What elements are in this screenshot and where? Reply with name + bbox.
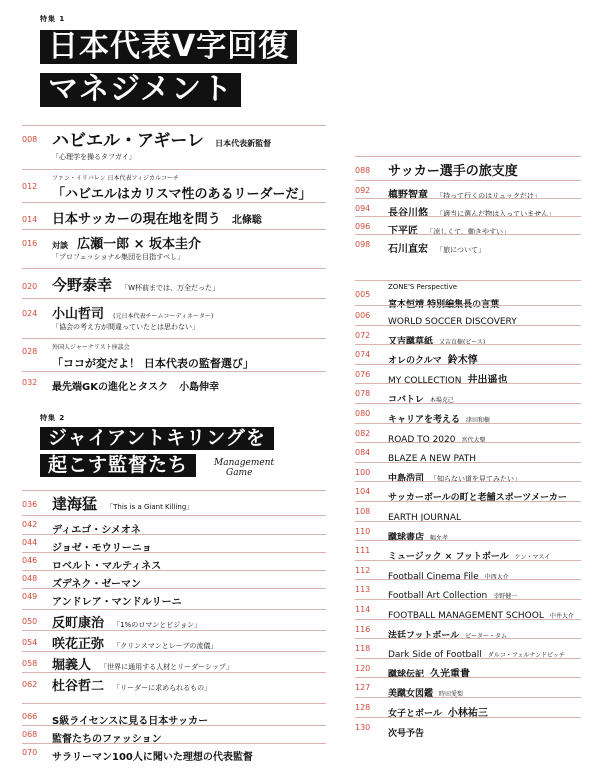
entry-author: 小林祐三 [447,708,488,719]
divider [355,521,581,522]
entry-title: 槙野智章 [388,190,428,201]
page-number: 068 [22,730,38,739]
entry-title: 宮本恒靖 特別編集長の言葉 [388,300,500,310]
entry-title: 長谷川悠 [388,208,428,219]
entry-quote: 「知らない道を見てみたい」 [430,474,522,483]
entry-caption: 外国人ジャーナリスト座談会 [52,344,130,351]
page-number: 046 [22,556,38,565]
entry-title: ジョゼ・モウリーニョ [52,543,152,554]
page-number: 012 [22,182,38,191]
entry-title: 咲花正弥 [52,637,105,652]
page-number: 128 [355,703,371,712]
entry-title: 女子とボール [388,709,442,719]
divider [22,202,326,203]
divider [22,552,326,553]
entry-author: 又吉直樹(ピース) [439,338,486,346]
entry-title: FOOTBALL MANAGEMENT SCHOOL [388,611,544,621]
entry-title: 石川直宏 [388,244,428,255]
feature-title: 起こす監督たち [40,454,196,477]
page-number: 036 [22,500,38,509]
entry-title: 中島浩司 [388,473,425,484]
page-number: 024 [22,309,38,318]
entry-title: ハビエル・アギーレ [52,131,204,151]
entry-author: ケン・マスイ [514,554,551,562]
entry-quote: 「W杯前までは、万全だった」 [121,284,220,292]
entry-title: サラリーマン100人に聞いた理想の代表監督 [52,752,253,763]
entry-title: BLAZE A NEW PATH [388,454,477,465]
page-number: 114 [355,605,371,614]
divider [355,325,581,326]
page-number: 062 [22,680,38,689]
entry-quote: 「リーダーに求められるもの」 [113,684,212,692]
entry-quote: 「適当に選んだ物は入っていません」 [436,210,556,218]
entry-author: 鈴木惇 [447,355,478,367]
divider [355,423,581,424]
divider [355,442,581,443]
page-number: 094 [355,204,371,213]
entry-author: 井出遥也 [467,374,508,386]
feature-title: 日本代表V字回復 [40,30,297,64]
entry-title: S級ライセンスに見る日本サッカー [52,716,209,727]
entry-title: 「ココが変だよ！ 日本代表の監督選び」 [52,357,254,370]
entry-title: ディエゴ・シメオネ [52,525,141,536]
divider [22,338,326,339]
entry-quote: 「1%のロマンとビジョン」 [113,621,202,629]
divider [22,703,326,704]
page-number: 006 [355,311,371,320]
page-number: 108 [355,507,371,516]
entry-title: ROAD TO 2020 [388,434,456,445]
page-number: 076 [355,369,371,379]
entry-title: 蹴球伝記 [388,669,425,680]
page-number: 049 [22,592,38,601]
entry-author: 久光重貴 [430,668,471,680]
entry-author: ダルコ・フェルナンドピッチ [487,652,565,660]
entry-title: 杜谷哲二 [52,679,105,694]
entry-title: ミュージック × フットボール [388,552,509,563]
entry-title: アンドレア・マンドルリーニ [52,597,182,608]
entry-title: 今野泰幸 [52,276,113,294]
page-number: 104 [355,487,371,497]
section-label: 特集 1 [40,15,66,23]
entry-title: サッカー選手の旅支度 [388,164,518,179]
divider [355,156,581,157]
page-number: 082 [355,428,371,438]
page-number: 028 [22,347,38,356]
divider [22,515,326,516]
entry-author: 北條聡 [231,215,262,226]
entry-author: 時田愛梨 [439,691,464,699]
page-number: 078 [355,389,371,399]
divider [355,344,581,345]
entry-title: 蹴球書店 [388,532,425,543]
page-number: 050 [22,617,38,626]
divider [22,725,326,726]
entry-title: Dark Side of Football [388,650,482,661]
entry-author: 津田和樹 [466,417,491,424]
entry-title: 達海猛 [52,495,98,513]
entry-quote: 「持って行くのはリュックだけ」 [436,192,541,200]
feature-subtitle: Game [226,468,253,478]
divider [355,403,581,404]
entry-title: Football Art Collection [388,591,488,602]
feature-subtitle: Management [214,458,275,468]
entry-author: 中井大介 [549,613,574,620]
entry-title: ズデネク・ゼーマン [52,579,141,590]
divider [355,198,581,199]
entry-title: 「ハビエルはカリスマ性のあるリーダーだ」 [52,187,312,202]
page-number: 042 [22,520,38,529]
entry-title: 又吉蹴草紙 [388,336,434,347]
divider [22,268,326,269]
entry-title: 次号予告 [388,728,425,739]
divider [355,677,581,678]
entry-author: ピーター・タム [465,632,507,640]
feature-title: マネジメント [40,73,241,107]
entry-subtitle: 日本代表新監督 [215,139,272,148]
entry-title: WORLD SOCCER DISCOVERY [388,317,517,327]
divider [355,717,581,718]
entry-note: 「プロフェッショナル集団を目指すべし」 [52,253,185,261]
divider [355,364,581,365]
divider [22,534,326,535]
entry-title: MY COLLECTION [388,375,462,386]
divider [355,599,581,600]
divider [355,501,581,502]
entry-quote: 「涼しくて、動きやすい」 [426,228,510,236]
entry-caption: ファン・イリバレン 日本代表フィジカルコーチ [52,175,179,182]
entry-title: オレのクルマ [388,356,442,367]
divider [355,216,581,217]
page-number: 110 [355,526,371,536]
page-number: 084 [355,448,371,458]
entry-title: Football Cinema File [388,571,479,582]
entry-title: 小山哲司 [52,307,105,322]
entry-title: 反町康治 [52,616,105,631]
entry-quote: 「This is a Giant Killing」 [106,503,194,511]
page-number: 020 [22,282,38,291]
entry-note: 「心理学を操るタフガイ」 [52,153,136,161]
divider [22,298,326,299]
entry-title: 日本サッカーの現在地を問う [52,212,221,227]
page-number: 074 [355,350,371,360]
divider [22,609,326,610]
entry-author: 木場克己 [429,397,454,405]
entry-title: サッカーボールの町と老舗スポーツメーカー [388,493,567,504]
entry-quote: 「クリンスマンとレーブの流儀」 [113,642,218,650]
page-number: 048 [22,574,38,583]
divider [22,490,326,491]
divider [355,560,581,561]
divider [22,229,326,230]
divider [355,638,581,639]
section-label: 特集 2 [40,414,66,422]
entry-author: 宮代大聖 [461,436,486,444]
entry-title: コバトレ [388,395,424,406]
entry-subtitle: (元日本代表チームコーディネーター) [113,313,214,320]
entry-note: 「協会の考え方が間違っていたとは思わない」 [52,323,199,331]
entry-author: 幸野健一 [493,593,518,601]
page-number: 120 [355,663,371,673]
page-number: 116 [355,624,371,634]
entry-quote: 「旅について」 [436,246,485,254]
divider [22,672,326,673]
entry-title: ロベルト・マルティネス [52,561,162,572]
entry-title: 堀義人 [52,658,92,673]
page-number: 058 [22,659,38,668]
divider [22,651,326,652]
divider [355,280,581,281]
entry-caption: ZONE'S Perspective [388,283,458,291]
page-number: 070 [22,748,38,757]
page-number: 100 [355,467,371,477]
page-number: 096 [355,222,371,231]
divider [355,658,581,659]
divider [22,570,326,571]
page-number: 005 [355,290,371,299]
page-number: 066 [22,712,38,721]
entry-title: 監督たちのファッション [52,734,162,745]
divider [22,371,326,372]
page-number: 016 [22,239,38,248]
entry-author: 小島伸幸 [179,382,220,393]
page-number: 113 [355,585,371,595]
page-number: 044 [22,538,38,547]
entry-title: 美蹴女図鑑 [388,689,434,700]
page-number: 118 [355,644,371,654]
page-number: 092 [355,186,371,195]
page-number: 127 [355,683,371,693]
entry-quote: 「世界に通用する人材とリーダーシップ」 [100,663,233,671]
entry-title: 下平匠 [388,226,418,237]
entry-title: 最先端GKの進化とタスク [52,382,168,393]
entry-title: 広瀬一郎 × 坂本圭介 [77,237,202,252]
divider [355,481,581,482]
entry-title: キャリアを考える [388,415,461,425]
divider [355,462,581,463]
entry-title: 法廷フットボール [388,630,460,641]
divider [22,630,326,631]
page-number: 088 [355,166,371,175]
divider [355,697,581,698]
page-number: 054 [22,638,38,647]
feature-title: ジャイアントキリングを [40,427,274,450]
page-number: 098 [355,240,371,249]
page-number: 111 [355,546,371,556]
divider [22,169,326,170]
divider [355,383,581,384]
page-number: 008 [22,135,38,144]
divider [22,743,326,744]
page-number: 072 [355,330,371,340]
divider [355,180,581,181]
divider [355,234,581,235]
entry-author: 中西大介 [484,573,509,581]
divider [355,540,581,541]
page-number: 032 [22,378,38,387]
divider [355,619,581,620]
page-number: 112 [355,565,371,575]
divider [355,579,581,580]
divider [22,588,326,589]
divider [355,305,581,306]
page-number: 080 [355,409,371,418]
page-number: 130 [355,722,371,732]
page-number: 014 [22,215,38,224]
entry-prefix: 対談 [52,241,68,250]
entry-author: 幅允孝 [430,534,449,542]
entry-title: EARTH JOURNAL [388,513,462,523]
